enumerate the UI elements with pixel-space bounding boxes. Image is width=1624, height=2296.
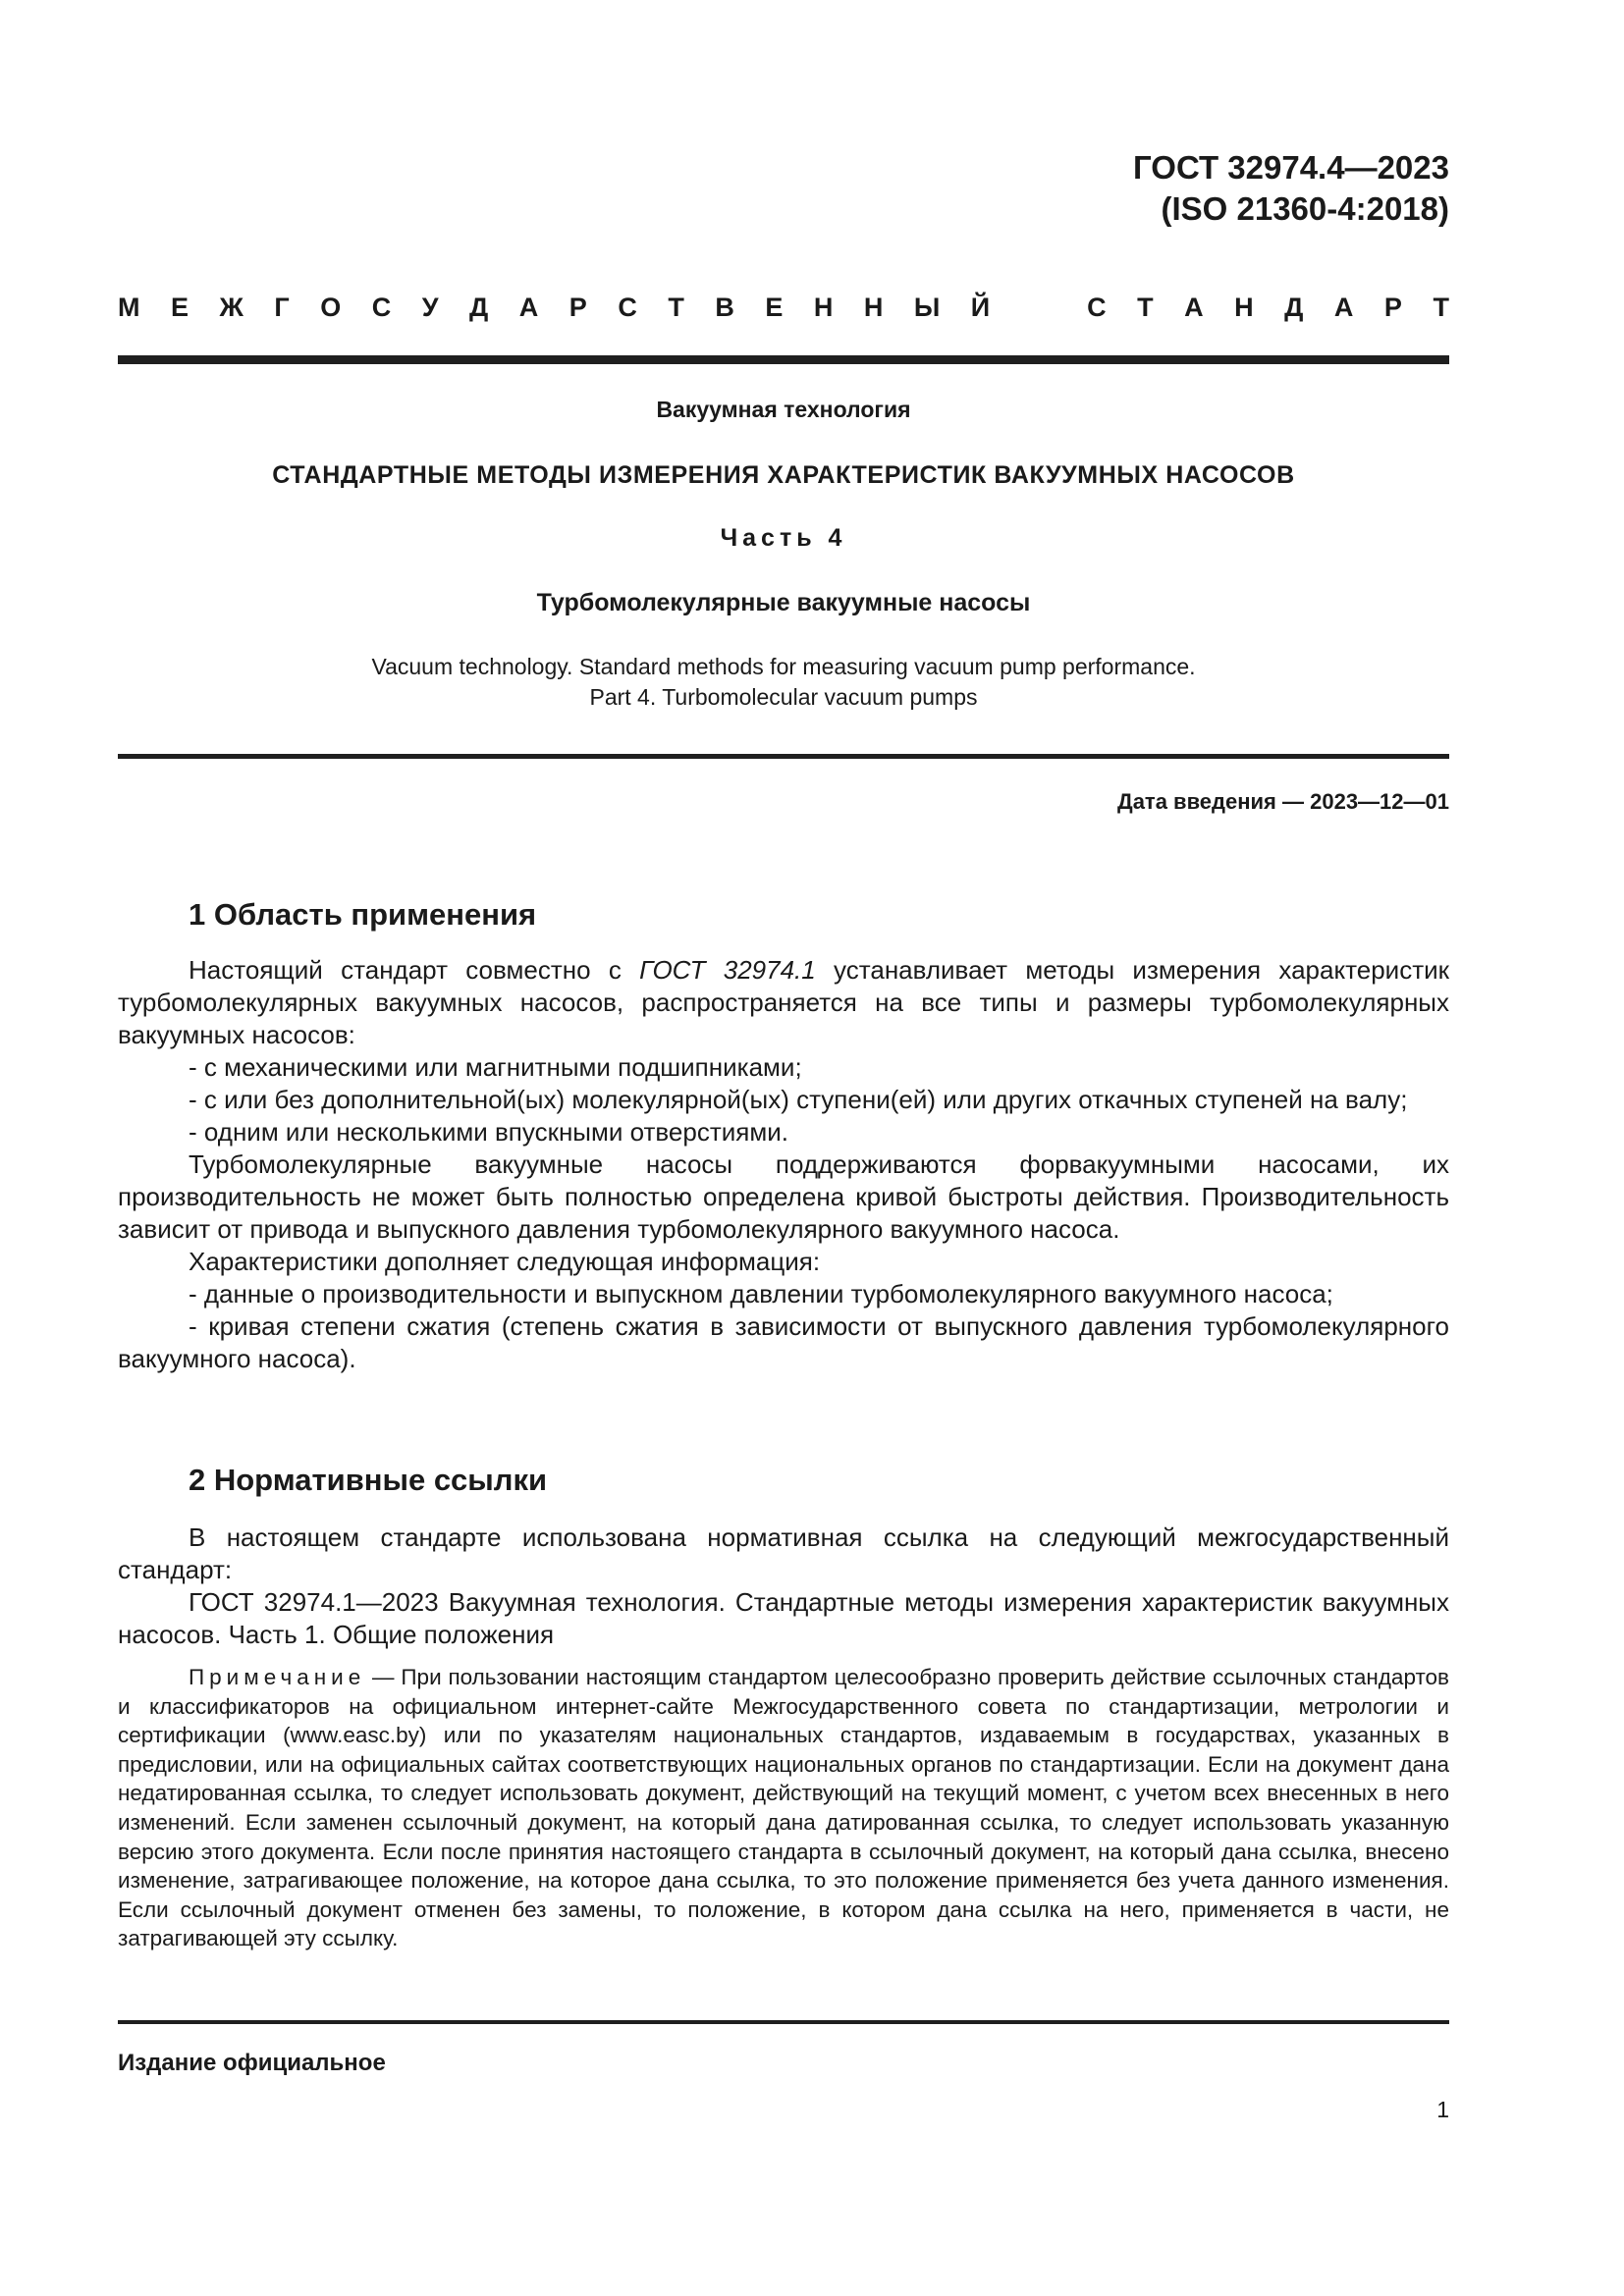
banner-letter: А [518, 293, 539, 322]
iso-reference: (ISO 21360-4:2018) [1161, 190, 1449, 227]
banner-letter: О [320, 293, 342, 322]
section-normative-references [118, 1463, 1449, 1953]
banner-letter: У [421, 293, 439, 322]
list-item: - кривая степени сжатия (степень сжатия в зависимости от выпускного давления турбомолекулярного вакуумного насоса). [118, 1311, 1449, 1373]
main-title: СТАНДАРТНЫЕ МЕТОДЫ ИЗМЕРЕНИЯ ХАРАКТЕРИСТИК ВАКУУМНЫХ НАСОСОВ [272, 461, 1295, 489]
banner-letter: Д [469, 293, 489, 322]
title-rule [118, 754, 1449, 759]
page-number: 1 [1436, 2097, 1449, 2122]
banner-letter: Г [274, 293, 290, 322]
paragraph: В настоящем стандарте использована нормативная ссылка на следующий межгосударственный стандарт: [118, 1522, 1449, 1584]
banner-letter: Д [1284, 293, 1304, 322]
interstate-standard-banner [118, 293, 1449, 323]
official-edition-label: Издание официальное [118, 2050, 386, 2076]
banner-letter: Т [1433, 293, 1449, 322]
note [118, 1663, 1449, 1953]
banner-letter: Е [171, 293, 189, 322]
section-heading: 2 Нормативные ссылки [189, 1463, 548, 1497]
banner-letter: Н [863, 293, 884, 322]
banner-letter: С [618, 293, 637, 322]
note-label: Примечание [189, 1665, 366, 1689]
standard-number: ГОСТ 32974.4—2023 [1133, 149, 1449, 186]
standard-reference: ГОСТ 32974.1 [639, 955, 816, 985]
banner-letter: А [1184, 293, 1204, 322]
banner-letter: Р [1383, 293, 1402, 322]
subject-area: Вакуумная технология [656, 397, 911, 422]
english-title [118, 652, 1449, 713]
list-item: - одним или несколькими впускными отверстиями. [189, 1117, 788, 1147]
banner-letter: В [715, 293, 734, 322]
footer-rule [118, 2020, 1449, 2024]
list-item: - с механическими или магнитными подшипниками; [189, 1052, 802, 1082]
banner-letter: Т [1137, 293, 1154, 322]
banner-letter: А [1333, 293, 1354, 322]
banner-letter: Н [1234, 293, 1254, 322]
paragraph: Турбомолекулярные вакуумные насосы поддерживаются форвакуумными насосами, их производительность не может быть полностью определена кривой быстроты действия. Производительность зависит от привода и выпускного давления турбомолекулярного вакуумного насоса. [118, 1149, 1449, 1244]
reference-entry: ГОСТ 32974.1—2023 Вакуумная технология. Стандартные методы измерения характеристик вакуумных насосов. Часть 1. Общие положения [118, 1587, 1449, 1649]
list-item: - данные о производительности и выпускном давлении турбомолекулярного вакуумного насоса; [189, 1279, 1333, 1308]
banner-letter: Н [813, 293, 834, 322]
english-title-line2: Part 4. Turbomolecular vacuum pumps [589, 684, 978, 710]
banner-letter: Т [668, 293, 684, 322]
section-heading: 1 Область применения [189, 897, 537, 932]
english-title-line1: Vacuum technology. Standard methods for measuring vacuum pump performance. [371, 654, 1196, 679]
banner-letter: С [1087, 293, 1107, 322]
header-rule [118, 355, 1449, 364]
banner-letter: М [118, 293, 140, 322]
banner-letter: Р [568, 293, 587, 322]
banner-letter: Е [765, 293, 784, 322]
banner-letter: Ы [913, 293, 941, 322]
introduction-date: Дата введения — 2023—12—01 [1117, 789, 1449, 814]
standard-designation [1133, 147, 1449, 230]
banner-letter: С [371, 293, 392, 322]
note-text: — При пользовании настоящим стандартом целесообразно проверить действие ссылочных стандартов и классификаторов на официальном интернет-сайте Межгосударственного совета по стандартизации, метрологии и сертификации (www.easc.by) или по указателям национальных стандартов, издаваемым в государствах, указанных в предисловии, или на официальных сайтах соответствующих национальных органов по стандартизации. Если на документ дана недатированная ссылка, то следует использовать документ, действующий на текущий момент, с учетом всех внесенных в него изменений. Если заменен ссылочный документ, на который дана датированная ссылка, то следует использовать указанную версию этого документа. Если после принятия настоящего стандарта в ссылочный документ, на который дана ссылка, внесено изменение, затрагивающее положение, на которое дана ссылка, то это положение применяется без учета данного изменения. Если ссылочный документ отменен без замены, то положение, в котором дана ссылка на него, применяется в части, не затрагивающей эту ссылку. [118, 1665, 1449, 1951]
section-scope [118, 897, 1449, 1375]
paragraph: Настоящий стандарт совместно с ГОСТ 32974.1 устанавливает методы измерения характеристик турбомолекулярных вакуумных насосов, распространяется на все типы и размеры турбомолекулярных вакуумных насосов: [118, 955, 1450, 1049]
banner-letter: Ж [219, 293, 244, 322]
banner-word-gap [1021, 293, 1056, 323]
paragraph: Характеристики дополняет следующая информация: [189, 1247, 821, 1276]
banner-letter: Й [970, 293, 991, 322]
part-title: Турбомолекулярные вакуумные насосы [536, 589, 1031, 616]
part-number: Часть 4 [720, 524, 847, 552]
list-item: - с или без дополнительной(ых) молекулярной(ых) ступени(ей) или других откачных ступеней на валу; [189, 1085, 1408, 1114]
